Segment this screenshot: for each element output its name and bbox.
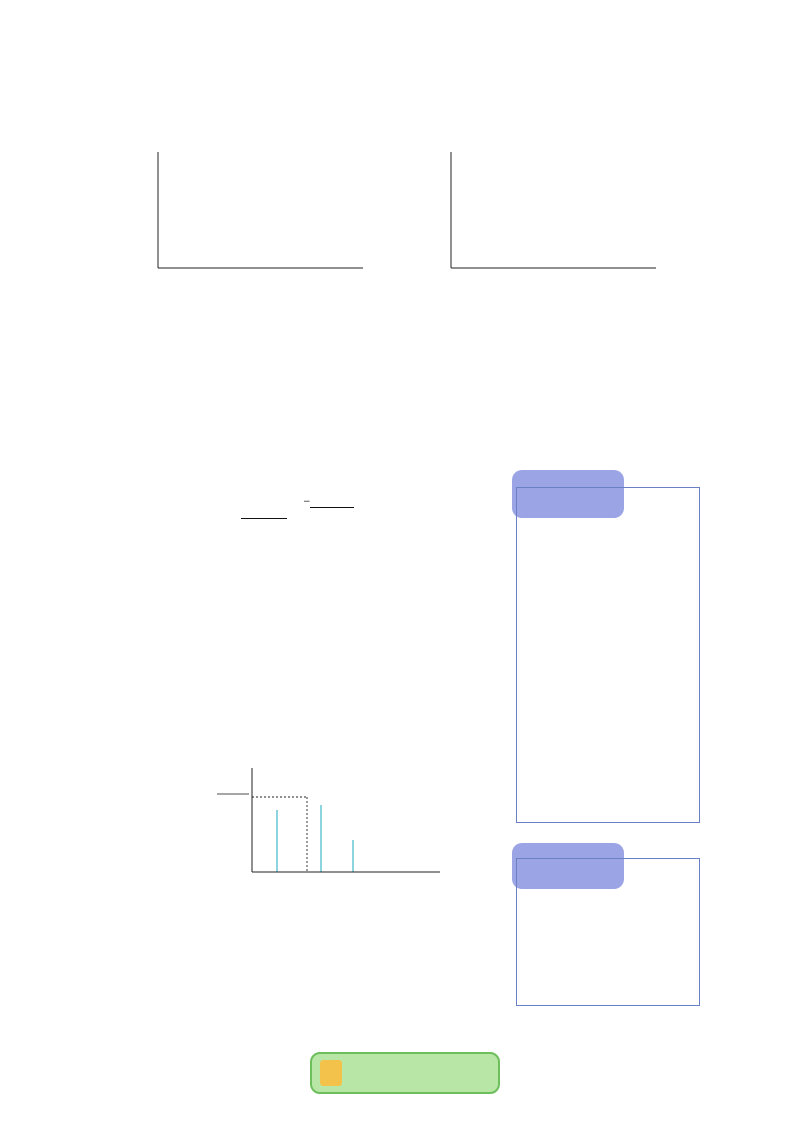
history-note-box — [516, 487, 700, 823]
density-curve-figure — [418, 142, 668, 292]
page-footer — [92, 1039, 100, 1054]
normal-regions-figure — [195, 760, 455, 895]
book-icon — [320, 1060, 342, 1086]
density-formula — [185, 497, 445, 543]
formula-minus-sign: − — [303, 497, 311, 507]
formula-fraction-bar — [241, 518, 287, 519]
watermark-banner — [310, 1052, 500, 1094]
formula-exp-bar — [310, 507, 354, 508]
histogram-figure — [125, 142, 375, 292]
computation-note-box — [516, 858, 700, 1006]
